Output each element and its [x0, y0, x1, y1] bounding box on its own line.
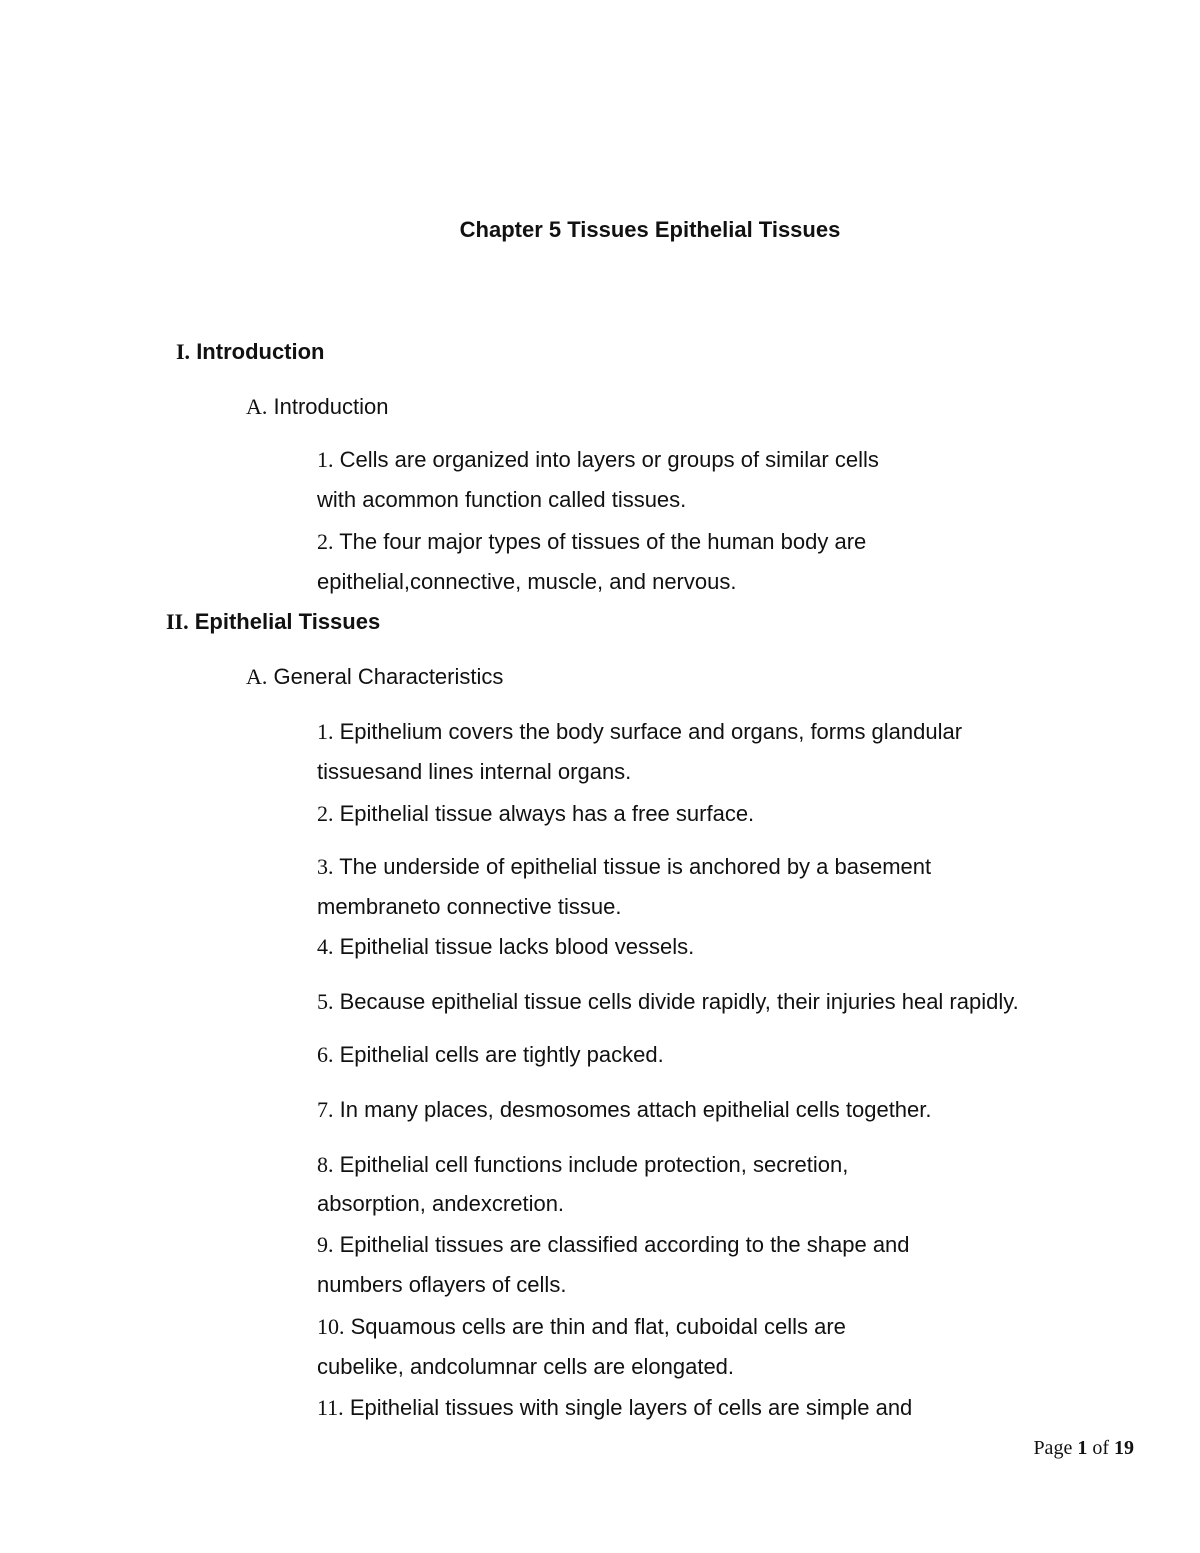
list-item	[317, 444, 879, 476]
item-marker: 10.	[317, 1314, 345, 1339]
list-item	[317, 1039, 664, 1071]
section-heading	[176, 336, 325, 368]
item-text: absorption, andexcretion.	[317, 1191, 565, 1216]
list-item	[317, 716, 962, 748]
item-text: tissuesand lines internal organs.	[317, 759, 632, 784]
item-marker: 2.	[317, 801, 334, 826]
item-text: Epithelial tissue always has a free surface.	[339, 801, 755, 826]
item-text: numbers oflayers of cells.	[317, 1272, 567, 1297]
list-item	[317, 851, 931, 883]
list-item-continuation	[317, 1188, 564, 1220]
item-text: membraneto connective tissue.	[317, 894, 622, 919]
item-marker: 5.	[317, 989, 334, 1014]
item-text: Cells are organized into layers or groups of similar cells	[339, 447, 879, 472]
page-title	[0, 214, 1200, 246]
page-word: Page	[1033, 1437, 1073, 1459]
item-marker: 7.	[317, 1097, 334, 1122]
item-marker: 11.	[317, 1395, 344, 1420]
item-text: Squamous cells are thin and flat, cuboidal cells are	[350, 1314, 846, 1339]
list-item-continuation	[317, 891, 622, 923]
subsection-heading	[246, 661, 503, 693]
of-word: of	[1092, 1437, 1109, 1459]
item-marker: 3.	[317, 854, 334, 879]
item-text: with acommon function called tissues.	[317, 487, 687, 512]
list-item-continuation	[317, 1269, 566, 1301]
section-marker: II.	[166, 609, 189, 634]
item-text: epithelial,connective, muscle, and nervous.	[317, 569, 737, 594]
page-number	[1033, 1434, 1134, 1462]
list-item	[317, 986, 1019, 1018]
item-text: Epithelial tissues with single layers of cells are simple and	[349, 1395, 913, 1420]
subsection-marker: A.	[246, 664, 268, 689]
subsection-title: Introduction	[273, 394, 389, 419]
item-marker: 4.	[317, 934, 334, 959]
list-item-continuation	[317, 566, 736, 598]
item-text: Epithelium covers the body surface and organs, forms glandular	[339, 719, 963, 744]
list-item-continuation	[317, 1351, 734, 1383]
item-marker: 9.	[317, 1232, 334, 1257]
item-marker: 6.	[317, 1042, 334, 1067]
page-total: 19	[1114, 1437, 1134, 1459]
item-text: Because epithelial tissue cells divide rapidly, their injuries heal rapidly.	[339, 989, 1019, 1014]
item-text: Epithelial cell functions include protection, secretion,	[339, 1152, 849, 1177]
subsection-heading	[246, 391, 388, 423]
item-text: The four major types of tissues of the human body are	[339, 529, 867, 554]
subsection-title: General Characteristics	[273, 664, 504, 689]
list-item	[317, 526, 866, 558]
list-item	[317, 1229, 910, 1261]
item-marker: 1.	[317, 447, 334, 472]
section-heading	[166, 606, 380, 638]
section-marker: I.	[176, 339, 191, 364]
list-item	[317, 1149, 848, 1181]
list-item	[317, 1094, 932, 1126]
list-item	[317, 798, 754, 830]
item-marker: 8.	[317, 1152, 334, 1177]
list-item	[317, 931, 694, 963]
section-title: Introduction	[196, 339, 325, 364]
list-item-continuation	[317, 756, 631, 788]
list-item	[317, 1311, 846, 1343]
list-item	[317, 1392, 912, 1424]
title-text: Chapter 5 Tissues Epithelial Tissues	[459, 217, 841, 242]
item-text: cubelike, andcolumnar cells are elongated.	[317, 1354, 735, 1379]
item-marker: 1.	[317, 719, 334, 744]
list-item-continuation	[317, 484, 686, 516]
item-text: Epithelial cells are tightly packed.	[339, 1042, 664, 1067]
item-marker: 2.	[317, 529, 334, 554]
page-current: 1	[1077, 1437, 1088, 1459]
item-text: Epithelial tissues are classified according to the shape and	[339, 1232, 910, 1257]
item-text: Epithelial tissue lacks blood vessels.	[339, 934, 695, 959]
item-text: In many places, desmosomes attach epithelial cells together.	[339, 1097, 932, 1122]
item-text: The underside of epithelial tissue is anchored by a basement	[339, 854, 932, 879]
section-title: Epithelial Tissues	[194, 609, 381, 634]
subsection-marker: A.	[246, 394, 268, 419]
